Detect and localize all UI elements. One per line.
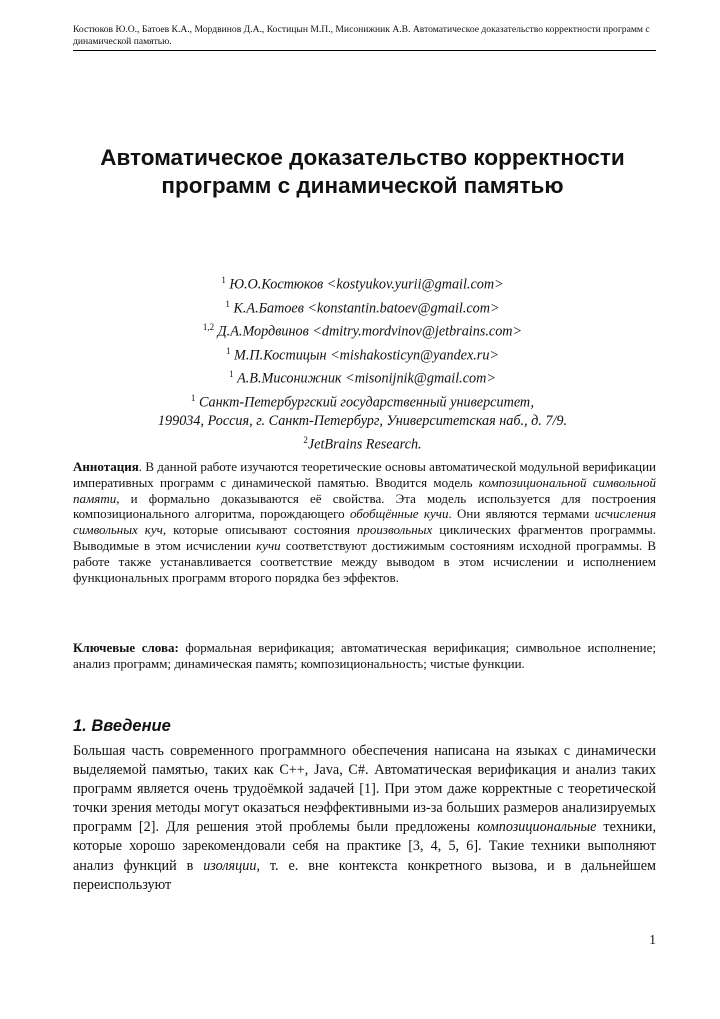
running-header: Костюков Ю.О., Батоев К.А., Мордвинов Д.А., Костицын М.П., Мисонижник А.В. Автоматическое доказательство корректности программ с динамической памятью. (73, 24, 650, 48)
keywords-label: Ключевые слова: (73, 640, 179, 655)
abstract-text: , которые описывают состояния (162, 522, 357, 538)
intro-text: техники, которые хорошо зарекомендовали себя на практике [3, 4, 5, 6]. Такие техники выполняют анализ функций в (73, 819, 657, 874)
author-text: А.В.Мисонижник <misonijnik@gmail.com> (237, 370, 496, 387)
page-number: 1 (649, 932, 656, 947)
affiliation-sup: 2 (303, 434, 308, 445)
affiliation-text: 199034, Россия, г. Санкт-Петербург, Университетская наб., д. 7/9. (157, 413, 568, 430)
abstract-emphasis: обобщённые кучи (349, 506, 449, 522)
abstract-emphasis: кучи (256, 537, 281, 553)
abstract-emphasis: исчисления символьных куч (73, 506, 656, 538)
affiliation-sup: 1 (190, 392, 196, 403)
intro-emphasis: изоляции (203, 857, 257, 874)
abstract-emphasis: произвольных (356, 522, 433, 538)
header-rule (73, 50, 656, 51)
author-block (60, 271, 665, 455)
abstract (73, 459, 656, 585)
abstract-label: Аннотация (73, 459, 139, 474)
intro-text: Большая часть современного программного обеспечения написана на языках с динамически выделяемой памятью, таких как C++, Java, C#. Автоматическая верификация и анализ таких программ является очень трудоёмкой задачей [1]. При этом даже корректные с теоретической точки зрения методы могут оказаться неэффективными из-за больших размеров анализируемых программ [2]. Для решения этой проблемы были предложены (73, 743, 656, 836)
affiliation-line (60, 412, 665, 431)
keywords (73, 640, 656, 672)
abstract-text: соответствуют достижимым состояниям исходной программы. В работе также устанавливается соответствие между выводом в этом исчислении и исполнением функциональных программ второго порядка без эффектов. (73, 537, 657, 585)
author-sup: 1 (225, 298, 230, 309)
affiliation-text: Санкт-Петербургский государственный университет, (198, 394, 535, 411)
author-line (60, 295, 665, 319)
author-sup: 1,2 (202, 322, 215, 333)
abstract-text: , и формально доказываются её свойства. Эта модель используется для построения композиционального алгоритма, порождающего (73, 490, 656, 522)
affiliation-text: JetBrains Research. (307, 436, 422, 453)
abstract-emphasis: композициональной символьной памяти (73, 474, 656, 506)
affiliation-line (60, 389, 665, 413)
author-text: М.П.Костицын <mishakosticyn@yandex.ru> (234, 347, 500, 364)
affiliation-line (60, 431, 665, 455)
author-line (60, 318, 665, 342)
paper-title: Автоматическое доказательство корректности программ с динамической памятью (100, 145, 625, 198)
author-text: Ю.О.Костюков <kostyukov.yurii@gmail.com> (229, 276, 504, 293)
intro-text: , т. е. вне контекста конкретного вызова, и в дальнейшем переиспользуют (73, 857, 656, 893)
author-text: К.А.Батоев <konstantin.batoev@gmail.com> (233, 300, 500, 317)
author-line (60, 365, 665, 389)
intro-emphasis: композициональные (477, 819, 597, 836)
author-text: Д.А.Мордвинов <dmitry.mordvinov@jetbrains.com> (217, 323, 523, 340)
author-sup: 1 (221, 275, 226, 285)
author-line (60, 271, 665, 295)
author-sup: 1 (229, 369, 234, 380)
intro-paragraph (73, 742, 656, 895)
abstract-text: . Они являются термами (448, 506, 595, 522)
section-heading: 1. Введение (73, 717, 171, 735)
author-sup: 1 (225, 345, 231, 356)
keywords-text: формальная верификация; автоматическая верификация; символьное исполнение; анализ программ; динамическая память; композициональность; чистые функции. (73, 640, 656, 671)
abstract-text: . В данной работе изучаются теоретические основы автоматической модульной верификации императивных программ с динамической памятью. Вводится модель (73, 459, 656, 490)
abstract-text: циклических фрагментов программы. Выводимые в этом исчислении (73, 522, 656, 553)
author-line (60, 342, 665, 366)
